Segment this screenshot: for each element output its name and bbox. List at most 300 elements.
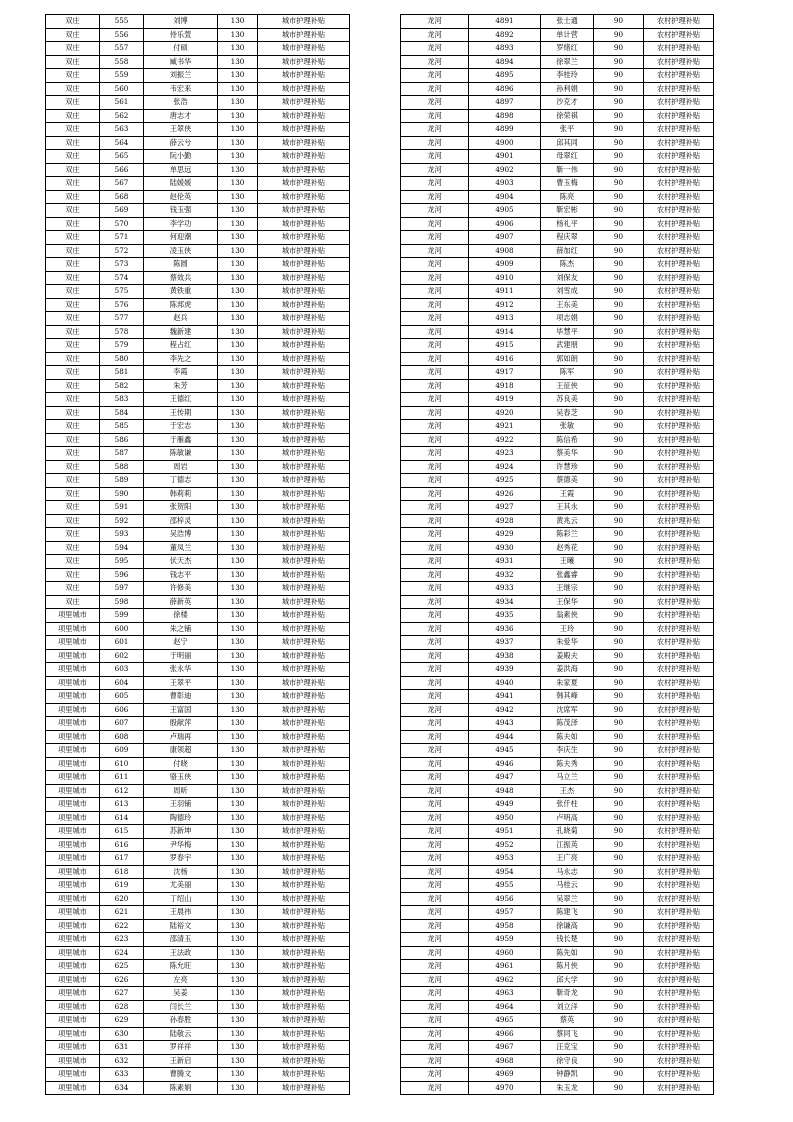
serial-number-cell: 4936 (469, 622, 541, 636)
name-cell: 蔡英 (541, 1014, 594, 1028)
name-cell: 孙利娟 (541, 82, 594, 96)
table-row (46, 1081, 350, 1095)
table-row (401, 757, 714, 771)
name-cell: 何迎潮 (144, 231, 218, 245)
subsidy-type-cell: 城市护理补贴 (258, 258, 350, 272)
serial-number-cell: 4948 (469, 784, 541, 798)
town-cell: 龙河 (401, 622, 469, 636)
name-cell: 钟静凯 (541, 1068, 594, 1082)
town-cell: 双庄 (46, 447, 100, 461)
name-cell: 钱志平 (144, 568, 218, 582)
name-cell: 陈信希 (541, 433, 594, 447)
amount-cell: 90 (594, 150, 644, 164)
subsidy-type-cell: 农村护理补贴 (644, 325, 714, 339)
table-row (401, 96, 714, 110)
table-row (46, 798, 350, 812)
name-cell: 蔡德美 (541, 474, 594, 488)
name-cell: 刘保友 (541, 271, 594, 285)
name-cell: 李霞 (144, 366, 218, 380)
table-row (46, 96, 350, 110)
town-cell: 项里城市 (46, 744, 100, 758)
name-cell: 朱家夏 (541, 676, 594, 690)
amount-cell: 130 (218, 717, 258, 731)
serial-number-cell: 609 (100, 744, 144, 758)
subsidy-type-cell: 城市护理补贴 (258, 919, 350, 933)
town-cell: 项里城市 (46, 636, 100, 650)
amount-cell: 90 (594, 730, 644, 744)
town-cell: 龙河 (401, 433, 469, 447)
town-cell: 双庄 (46, 339, 100, 353)
table-row (401, 636, 714, 650)
subsidy-type-cell: 农村护理补贴 (644, 1054, 714, 1068)
amount-cell: 90 (594, 906, 644, 920)
subsidy-type-cell: 农村护理补贴 (644, 946, 714, 960)
town-cell: 项里城市 (46, 838, 100, 852)
name-cell: 母翠红 (541, 150, 594, 164)
serial-number-cell: 4944 (469, 730, 541, 744)
amount-cell: 130 (218, 190, 258, 204)
town-cell: 项里城市 (46, 771, 100, 785)
town-cell: 双庄 (46, 96, 100, 110)
serial-number-cell: 4958 (469, 919, 541, 933)
serial-number-cell: 576 (100, 298, 144, 312)
amount-cell: 90 (594, 487, 644, 501)
serial-number-cell: 590 (100, 487, 144, 501)
name-cell: 王法政 (144, 946, 218, 960)
town-cell: 双庄 (46, 217, 100, 231)
subsidy-type-cell: 农村护理补贴 (644, 96, 714, 110)
table-row (46, 312, 350, 326)
serial-number-cell: 556 (100, 28, 144, 42)
serial-number-cell: 572 (100, 244, 144, 258)
town-cell: 项里城市 (46, 1014, 100, 1028)
town-cell: 龙河 (401, 703, 469, 717)
left-table-body (46, 15, 350, 1095)
table-row (46, 136, 350, 150)
serial-number-cell: 596 (100, 568, 144, 582)
name-cell: 卢明高 (541, 811, 594, 825)
subsidy-type-cell: 城市护理补贴 (258, 28, 350, 42)
table-row (401, 163, 714, 177)
table-row (46, 1054, 350, 1068)
subsidy-type-cell: 农村护理补贴 (644, 852, 714, 866)
subsidy-type-cell: 城市护理补贴 (258, 798, 350, 812)
subsidy-type-cell: 城市护理补贴 (258, 177, 350, 191)
serial-number-cell: 587 (100, 447, 144, 461)
name-cell: 王东美 (541, 298, 594, 312)
table-row (401, 217, 714, 231)
name-cell: 陆裕文 (144, 919, 218, 933)
town-cell: 双庄 (46, 123, 100, 137)
serial-number-cell: 571 (100, 231, 144, 245)
name-cell: 于明丽 (144, 649, 218, 663)
amount-cell: 90 (594, 42, 644, 56)
amount-cell: 90 (594, 379, 644, 393)
subsidy-type-cell: 农村护理补贴 (644, 217, 714, 231)
amount-cell: 130 (218, 676, 258, 690)
town-cell: 双庄 (46, 312, 100, 326)
subsidy-type-cell: 农村护理补贴 (644, 892, 714, 906)
right-table-body (401, 15, 714, 1095)
serial-number-cell: 580 (100, 352, 144, 366)
amount-cell: 130 (218, 1068, 258, 1082)
town-cell: 龙河 (401, 190, 469, 204)
town-cell: 龙河 (401, 136, 469, 150)
name-cell: 单思远 (144, 163, 218, 177)
town-cell: 项里城市 (46, 946, 100, 960)
name-cell: 李学功 (144, 217, 218, 231)
table-row (401, 231, 714, 245)
amount-cell: 130 (218, 595, 258, 609)
serial-number-cell: 618 (100, 865, 144, 879)
table-row (401, 271, 714, 285)
table-row (46, 406, 350, 420)
table-row (401, 582, 714, 596)
town-cell: 双庄 (46, 487, 100, 501)
subsidy-type-cell: 城市护理补贴 (258, 852, 350, 866)
table-row (401, 838, 714, 852)
amount-cell: 90 (594, 325, 644, 339)
town-cell: 项里城市 (46, 798, 100, 812)
subsidy-type-cell: 城市护理补贴 (258, 865, 350, 879)
name-cell: 张士通 (541, 15, 594, 29)
amount-cell: 130 (218, 1041, 258, 1055)
table-row (46, 231, 350, 245)
serial-number-cell: 4957 (469, 906, 541, 920)
name-cell: 董凤兰 (144, 541, 218, 555)
table-row (401, 123, 714, 137)
subsidy-type-cell: 农村护理补贴 (644, 460, 714, 474)
subsidy-type-cell: 农村护理补贴 (644, 1068, 714, 1082)
name-cell: 凌玉侠 (144, 244, 218, 258)
town-cell: 龙河 (401, 1014, 469, 1028)
name-cell: 尤美丽 (144, 879, 218, 893)
serial-number-cell: 4904 (469, 190, 541, 204)
amount-cell: 130 (218, 285, 258, 299)
town-cell: 双庄 (46, 514, 100, 528)
amount-cell: 90 (594, 744, 644, 758)
table-row (46, 595, 350, 609)
subsidy-type-cell: 农村护理补贴 (644, 163, 714, 177)
amount-cell: 90 (594, 1068, 644, 1082)
town-cell: 龙河 (401, 393, 469, 407)
amount-cell: 130 (218, 298, 258, 312)
name-cell: 靳奇龙 (541, 987, 594, 1001)
serial-number-cell: 592 (100, 514, 144, 528)
name-cell: 靳一伟 (541, 163, 594, 177)
amount-cell: 130 (218, 987, 258, 1001)
name-cell: 陈邦虎 (144, 298, 218, 312)
amount-cell: 130 (218, 312, 258, 326)
serial-number-cell: 595 (100, 555, 144, 569)
town-cell: 双庄 (46, 163, 100, 177)
subsidy-type-cell: 城市护理补贴 (258, 96, 350, 110)
subsidy-type-cell: 城市护理补贴 (258, 420, 350, 434)
town-cell: 龙河 (401, 555, 469, 569)
table-row (401, 879, 714, 893)
amount-cell: 90 (594, 1081, 644, 1095)
serial-number-cell: 591 (100, 501, 144, 515)
town-cell: 双庄 (46, 420, 100, 434)
name-cell: 邵梓灵 (144, 514, 218, 528)
subsidy-type-cell: 城市护理补贴 (258, 811, 350, 825)
serial-number-cell: 4926 (469, 487, 541, 501)
name-cell: 张永华 (144, 663, 218, 677)
town-cell: 双庄 (46, 393, 100, 407)
amount-cell: 130 (218, 163, 258, 177)
subsidy-type-cell: 城市护理补贴 (258, 1041, 350, 1055)
amount-cell: 90 (594, 109, 644, 123)
table-row (46, 528, 350, 542)
amount-cell: 90 (594, 393, 644, 407)
serial-number-cell: 629 (100, 1014, 144, 1028)
table-row (46, 460, 350, 474)
serial-number-cell: 4902 (469, 163, 541, 177)
serial-number-cell: 4939 (469, 663, 541, 677)
table-row (46, 447, 350, 461)
amount-cell: 90 (594, 555, 644, 569)
amount-cell: 90 (594, 703, 644, 717)
serial-number-cell: 602 (100, 649, 144, 663)
subsidy-type-cell: 农村护理补贴 (644, 730, 714, 744)
amount-cell: 90 (594, 82, 644, 96)
amount-cell: 90 (594, 973, 644, 987)
name-cell: 刘雪成 (541, 285, 594, 299)
name-cell: 王玲 (541, 622, 594, 636)
amount-cell: 130 (218, 960, 258, 974)
name-cell: 王保华 (541, 595, 594, 609)
serial-number-cell: 4910 (469, 271, 541, 285)
amount-cell: 90 (594, 352, 644, 366)
table-row (46, 285, 350, 299)
serial-number-cell: 4912 (469, 298, 541, 312)
serial-number-cell: 564 (100, 136, 144, 150)
name-cell: 许修美 (144, 582, 218, 596)
subsidy-type-cell: 城市护理补贴 (258, 339, 350, 353)
table-row (46, 987, 350, 1001)
subsidy-type-cell: 城市护理补贴 (258, 690, 350, 704)
subsidy-type-cell: 城市护理补贴 (258, 730, 350, 744)
subsidy-type-cell: 城市护理补贴 (258, 460, 350, 474)
name-cell: 王征侠 (541, 379, 594, 393)
name-cell: 唐志才 (144, 109, 218, 123)
town-cell: 项里城市 (46, 865, 100, 879)
subsidy-type-cell: 城市护理补贴 (258, 622, 350, 636)
serial-number-cell: 4924 (469, 460, 541, 474)
amount-cell: 90 (594, 865, 644, 879)
name-cell: 姜洪海 (541, 663, 594, 677)
subsidy-type-cell: 农村护理补贴 (644, 595, 714, 609)
serial-number-cell: 586 (100, 433, 144, 447)
town-cell: 龙河 (401, 568, 469, 582)
subsidy-type-cell: 农村护理补贴 (644, 987, 714, 1001)
subsidy-type-cell: 城市护理补贴 (258, 487, 350, 501)
serial-number-cell: 623 (100, 933, 144, 947)
town-cell: 龙河 (401, 690, 469, 704)
town-cell: 龙河 (401, 663, 469, 677)
name-cell: 刘博 (144, 15, 218, 29)
name-cell: 丁德志 (144, 474, 218, 488)
town-cell: 龙河 (401, 82, 469, 96)
amount-cell: 130 (218, 555, 258, 569)
town-cell: 龙河 (401, 460, 469, 474)
town-cell: 项里城市 (46, 1054, 100, 1068)
amount-cell: 130 (218, 892, 258, 906)
town-cell: 项里城市 (46, 757, 100, 771)
amount-cell: 130 (218, 906, 258, 920)
name-cell: 曹腾文 (144, 1068, 218, 1082)
town-cell: 龙河 (401, 730, 469, 744)
name-cell: 王继宗 (541, 582, 594, 596)
name-cell: 陆敬云 (144, 1027, 218, 1041)
amount-cell: 90 (594, 55, 644, 69)
table-row (401, 798, 714, 812)
town-cell: 龙河 (401, 906, 469, 920)
amount-cell: 90 (594, 258, 644, 272)
name-cell: 苏新坤 (144, 825, 218, 839)
table-row (401, 973, 714, 987)
town-cell: 龙河 (401, 649, 469, 663)
table-row (46, 973, 350, 987)
amount-cell: 130 (218, 1027, 258, 1041)
town-cell: 龙河 (401, 96, 469, 110)
table-row (46, 730, 350, 744)
serial-number-cell: 626 (100, 973, 144, 987)
subsidy-type-cell: 农村护理补贴 (644, 609, 714, 623)
subsidy-type-cell: 城市护理补贴 (258, 123, 350, 137)
table-row (46, 838, 350, 852)
name-cell: 陈圆 (144, 258, 218, 272)
name-cell: 郭如朗 (541, 352, 594, 366)
name-cell: 徐守良 (541, 1054, 594, 1068)
subsidy-type-cell: 农村护理补贴 (644, 663, 714, 677)
town-cell: 龙河 (401, 825, 469, 839)
town-cell: 项里城市 (46, 690, 100, 704)
amount-cell: 90 (594, 1000, 644, 1014)
amount-cell: 90 (594, 676, 644, 690)
name-cell: 徐楼 (144, 609, 218, 623)
subsidy-type-cell: 城市护理补贴 (258, 663, 350, 677)
amount-cell: 130 (218, 919, 258, 933)
serial-number-cell: 4934 (469, 595, 541, 609)
subsidy-type-cell: 城市护理补贴 (258, 582, 350, 596)
subsidy-type-cell: 城市护理补贴 (258, 771, 350, 785)
amount-cell: 130 (218, 231, 258, 245)
serial-number-cell: 4946 (469, 757, 541, 771)
town-cell: 项里城市 (46, 622, 100, 636)
amount-cell: 90 (594, 190, 644, 204)
name-cell: 卢瑞再 (144, 730, 218, 744)
table-row (46, 690, 350, 704)
table-row (46, 109, 350, 123)
town-cell: 双庄 (46, 406, 100, 420)
town-cell: 双庄 (46, 285, 100, 299)
table-row (46, 568, 350, 582)
serial-number-cell: 561 (100, 96, 144, 110)
amount-cell: 90 (594, 663, 644, 677)
serial-number-cell: 585 (100, 420, 144, 434)
subsidy-type-cell: 城市护理补贴 (258, 825, 350, 839)
serial-number-cell: 599 (100, 609, 144, 623)
subsidy-type-cell: 农村护理补贴 (644, 379, 714, 393)
serial-number-cell: 605 (100, 690, 144, 704)
subsidy-type-cell: 城市护理补贴 (258, 55, 350, 69)
subsidy-type-cell: 农村护理补贴 (644, 757, 714, 771)
subsidy-type-cell: 农村护理补贴 (644, 1041, 714, 1055)
name-cell: 蔡同飞 (541, 1027, 594, 1041)
serial-number-cell: 582 (100, 379, 144, 393)
town-cell: 龙河 (401, 771, 469, 785)
table-row (401, 717, 714, 731)
name-cell: 陈月侠 (541, 960, 594, 974)
amount-cell: 90 (594, 339, 644, 353)
amount-cell: 90 (594, 784, 644, 798)
subsidy-type-cell: 农村护理补贴 (644, 973, 714, 987)
table-row (46, 420, 350, 434)
name-cell: 韩莉莉 (144, 487, 218, 501)
serial-number-cell: 4938 (469, 649, 541, 663)
amount-cell: 90 (594, 298, 644, 312)
town-cell: 龙河 (401, 474, 469, 488)
name-cell: 赵伦英 (144, 190, 218, 204)
serial-number-cell: 4900 (469, 136, 541, 150)
subsidy-type-cell: 农村护理补贴 (644, 838, 714, 852)
amount-cell: 90 (594, 595, 644, 609)
table-row (401, 825, 714, 839)
amount-cell: 130 (218, 528, 258, 542)
name-cell: 姜殿夫 (541, 649, 594, 663)
subsidy-type-cell: 城市护理补贴 (258, 244, 350, 258)
town-cell: 项里城市 (46, 1027, 100, 1041)
town-cell: 龙河 (401, 244, 469, 258)
left-subsidy-table (45, 14, 350, 1095)
subsidy-type-cell: 城市护理补贴 (258, 474, 350, 488)
name-cell: 项志娟 (541, 312, 594, 326)
table-row (46, 379, 350, 393)
subsidy-type-cell: 城市护理补贴 (258, 717, 350, 731)
table-row (401, 568, 714, 582)
table-row (401, 528, 714, 542)
amount-cell: 90 (594, 609, 644, 623)
serial-number-cell: 4911 (469, 285, 541, 299)
amount-cell: 130 (218, 636, 258, 650)
serial-number-cell: 4901 (469, 150, 541, 164)
subsidy-type-cell: 城市护理补贴 (258, 217, 350, 231)
serial-number-cell: 4930 (469, 541, 541, 555)
town-cell: 双庄 (46, 109, 100, 123)
amount-cell: 90 (594, 541, 644, 555)
serial-number-cell: 566 (100, 163, 144, 177)
serial-number-cell: 628 (100, 1000, 144, 1014)
amount-cell: 130 (218, 811, 258, 825)
amount-cell: 130 (218, 55, 258, 69)
subsidy-type-cell: 城市护理补贴 (258, 136, 350, 150)
name-cell: 陈彩兰 (541, 528, 594, 542)
town-cell: 龙河 (401, 865, 469, 879)
subsidy-type-cell: 城市护理补贴 (258, 676, 350, 690)
town-cell: 龙河 (401, 298, 469, 312)
town-cell: 龙河 (401, 1068, 469, 1082)
town-cell: 龙河 (401, 973, 469, 987)
table-row (401, 744, 714, 758)
name-cell: 刘立洋 (541, 1000, 594, 1014)
town-cell: 双庄 (46, 55, 100, 69)
table-row (46, 352, 350, 366)
town-cell: 龙河 (401, 1081, 469, 1095)
town-cell: 双庄 (46, 69, 100, 83)
subsidy-type-cell: 农村护理补贴 (644, 933, 714, 947)
town-cell: 项里城市 (46, 1041, 100, 1055)
